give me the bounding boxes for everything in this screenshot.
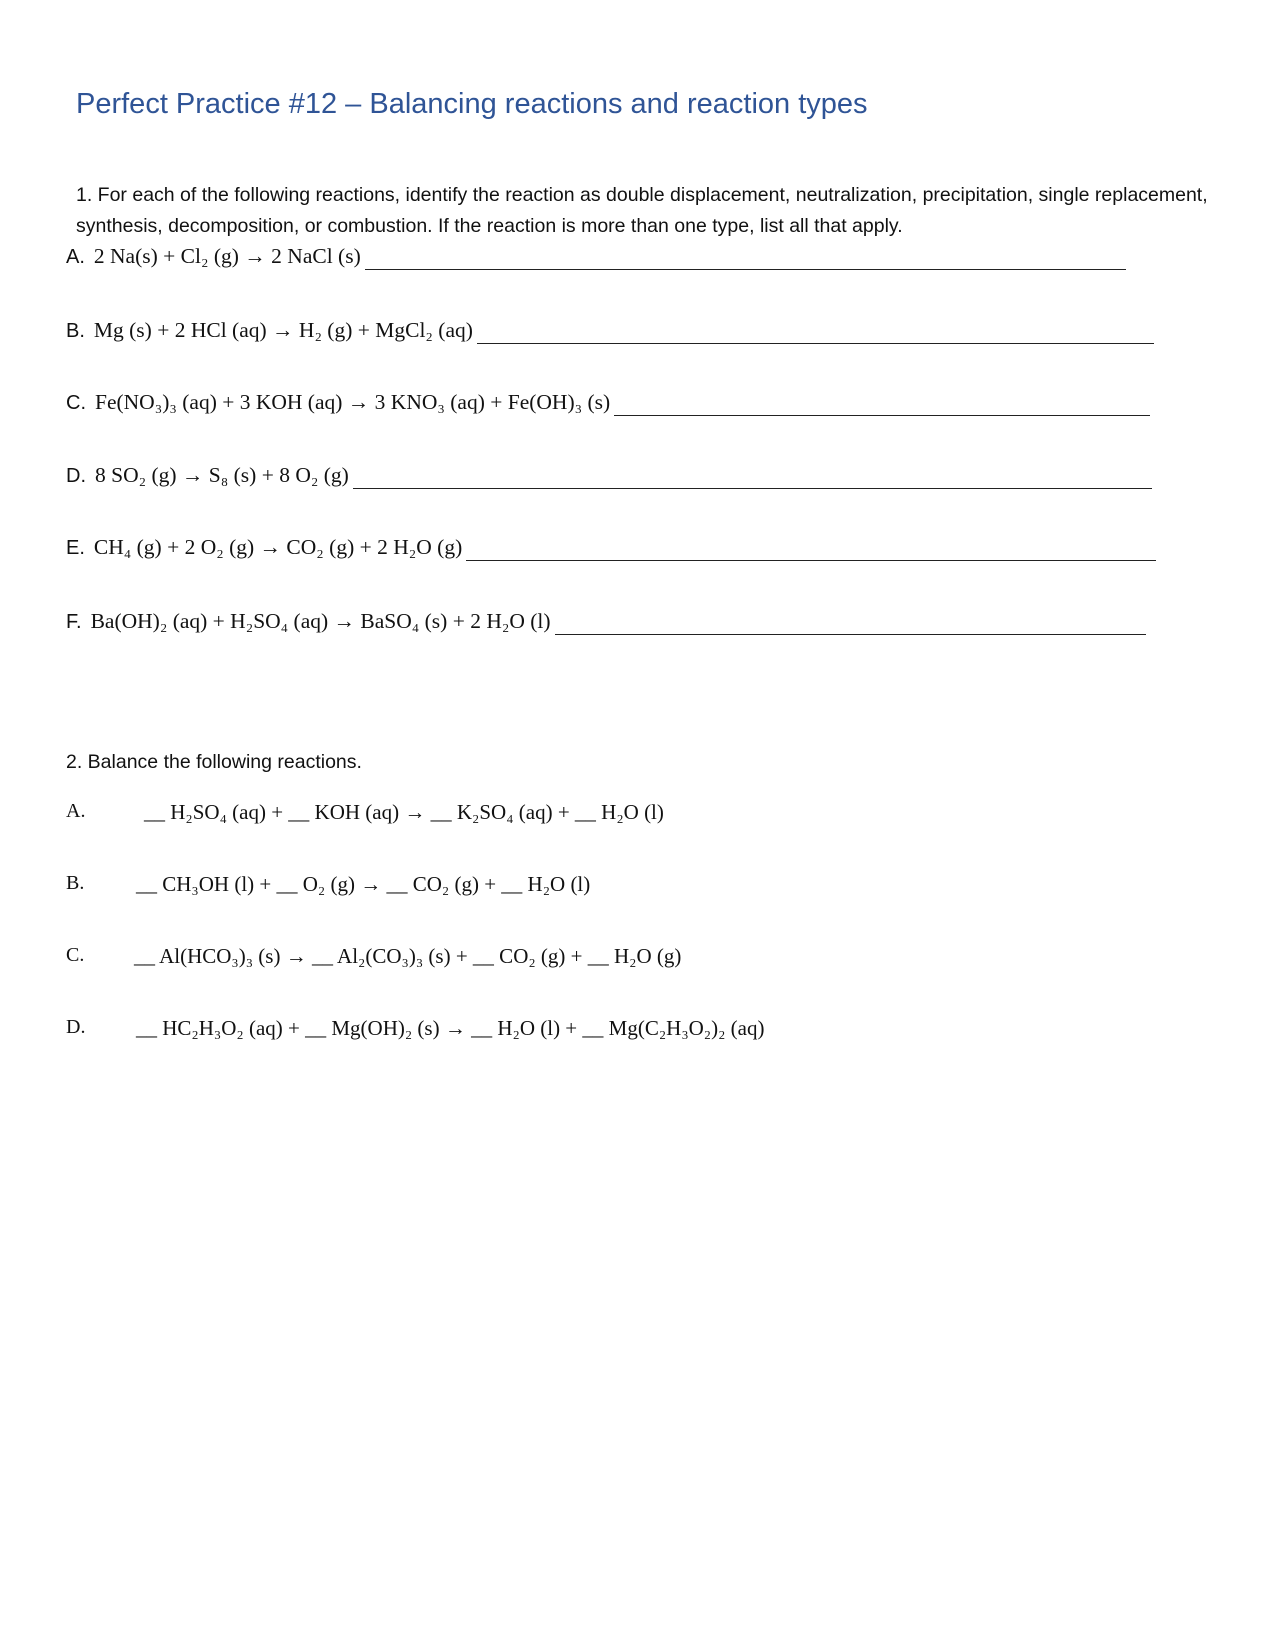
reaction-letter: E. (66, 537, 85, 559)
reaction-letter: C. (66, 392, 86, 414)
q2-reaction-d (66, 1016, 866, 1050)
reaction-equation: 2 Na(s) + Cl₂ (g) → 2 NaCl (s) (93, 244, 361, 268)
answer-line[interactable] (466, 560, 1156, 561)
q2-reaction-c (66, 944, 786, 978)
answer-line[interactable] (614, 415, 1150, 416)
page-title: Perfect Practice #12 – Balancing reactions and reaction types (76, 88, 868, 120)
reaction-equation: __ CH₃OH (l) + __ O₂ (g) → __ CO₂ (g) + __ H₂O (l) (136, 872, 591, 896)
reaction-equation: __ HC₂H₃O₂ (aq) + __ Mg(OH)₂ (s) → __ H₂O (l) + __ Mg(C₂H₃O₂)₂ (aq) (136, 1016, 765, 1040)
reaction-equation: __ H₂SO₄ (aq) + __ KOH (aq) → __ K₂SO₄ (aq) + __ H₂O (l) (144, 800, 664, 824)
reaction-equation: 8 SO₂ (g) → S₈ (s) + 8 O₂ (g) (95, 463, 349, 487)
reaction-letter: C. (66, 944, 85, 966)
reaction-equation: Ba(OH)₂ (aq) + H₂SO₄ (aq) → BaSO₄ (s) + 2 H₂O (l) (90, 609, 551, 633)
q2-reaction-b (66, 872, 766, 906)
reaction-equation: __ Al(HCO₃)₃ (s) → __ Al₂(CO₃)₃ (s) + __ CO₂ (g) + __ H₂O (g) (134, 944, 682, 968)
answer-line[interactable] (353, 488, 1152, 489)
reaction-letter: A. (66, 800, 86, 822)
answer-line[interactable] (365, 269, 1126, 270)
q1-reaction-b (66, 318, 1154, 350)
answer-line[interactable] (555, 634, 1146, 635)
q2-reaction-a (66, 800, 766, 834)
question-2-header: 2. Balance the following reactions. (66, 751, 362, 773)
q1-reaction-d (66, 463, 1152, 495)
reaction-letter: B. (66, 320, 85, 342)
q1-reaction-c (66, 390, 1150, 422)
reaction-letter: D. (66, 465, 86, 487)
q1-reaction-f (66, 609, 1146, 641)
reaction-letter: F. (66, 611, 82, 633)
question-1-instructions: 1. For each of the following reactions, identify the reaction as double displacement, neutralization, precipitation, single replacement, synthesis, decomposition, or combustion. If the reaction is more than one type, list all that apply. (76, 184, 1208, 237)
answer-line[interactable] (477, 343, 1154, 344)
q1-reaction-a (66, 244, 1126, 276)
q1-reaction-e (66, 535, 1156, 567)
reaction-equation: Fe(NO₃)₃ (aq) + 3 KOH (aq) → 3 KNO₃ (aq) + Fe(OH)₃ (s) (95, 390, 611, 414)
reaction-equation: CH₄ (g) + 2 O₂ (g) → CO₂ (g) + 2 H₂O (g) (93, 535, 463, 559)
reaction-letter: B. (66, 872, 85, 894)
reaction-letter: D. (66, 1016, 86, 1038)
reaction-equation: Mg (s) + 2 HCl (aq) → H₂ (g) + MgCl₂ (aq) (93, 318, 473, 342)
reaction-letter: A. (66, 246, 85, 268)
